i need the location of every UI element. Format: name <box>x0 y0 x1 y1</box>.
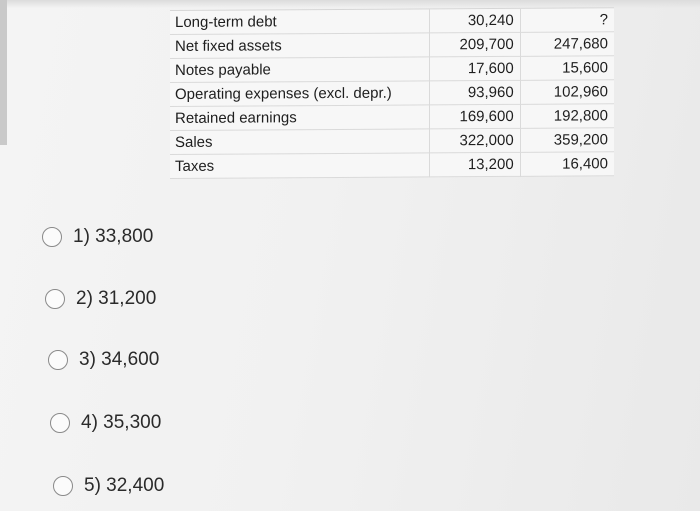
row-label: Operating expenses (excl. depr.) <box>170 81 429 107</box>
value-year2: 192,800 <box>520 104 614 129</box>
value-year1: 30,240 <box>429 9 520 33</box>
radio-button[interactable] <box>42 227 62 247</box>
table-row <box>170 152 614 179</box>
table-row <box>170 8 614 34</box>
value-year2: 247,680 <box>520 32 614 57</box>
table-row <box>170 56 614 83</box>
value-year2: 16,400 <box>520 152 614 177</box>
row-label: Net fixed assets <box>170 33 429 59</box>
answer-option-4[interactable] <box>50 412 161 434</box>
value-year1: 17,600 <box>429 56 520 81</box>
answer-option-1[interactable] <box>42 226 153 248</box>
option-label: 5) 32,400 <box>84 475 165 496</box>
value-year2: 359,200 <box>520 128 614 153</box>
row-label: Taxes <box>170 153 429 179</box>
answer-option-5[interactable] <box>53 475 164 497</box>
value-year1: 93,960 <box>429 80 520 105</box>
option-label: 4) 35,300 <box>81 412 162 433</box>
row-label: Sales <box>170 129 429 155</box>
row-label: Notes payable <box>170 57 429 83</box>
table-row <box>170 32 614 59</box>
option-label: 1) 33,800 <box>73 226 154 247</box>
table-row <box>170 80 614 107</box>
option-label: 3) 34,600 <box>79 349 160 370</box>
radio-button[interactable] <box>48 350 68 370</box>
value-year2: 15,600 <box>520 56 614 81</box>
value-year1: 13,200 <box>429 152 520 177</box>
table-row <box>170 104 614 131</box>
value-year2: 102,960 <box>520 80 614 105</box>
row-label: Retained earnings <box>170 105 429 131</box>
scrollbar[interactable] <box>0 0 7 145</box>
answer-option-3[interactable] <box>48 349 159 371</box>
table-row <box>170 128 614 155</box>
row-label: Long-term debt <box>170 9 429 34</box>
answer-option-2[interactable] <box>45 288 156 310</box>
radio-button[interactable] <box>45 289 65 309</box>
value-year1: 169,600 <box>429 104 520 129</box>
radio-button[interactable] <box>53 476 73 496</box>
value-year2: ? <box>520 8 614 32</box>
value-year1: 322,000 <box>429 128 520 153</box>
financial-data-table <box>170 7 614 179</box>
option-label: 2) 31,200 <box>76 288 157 309</box>
value-year1: 209,700 <box>429 32 520 57</box>
radio-button[interactable] <box>50 413 70 433</box>
